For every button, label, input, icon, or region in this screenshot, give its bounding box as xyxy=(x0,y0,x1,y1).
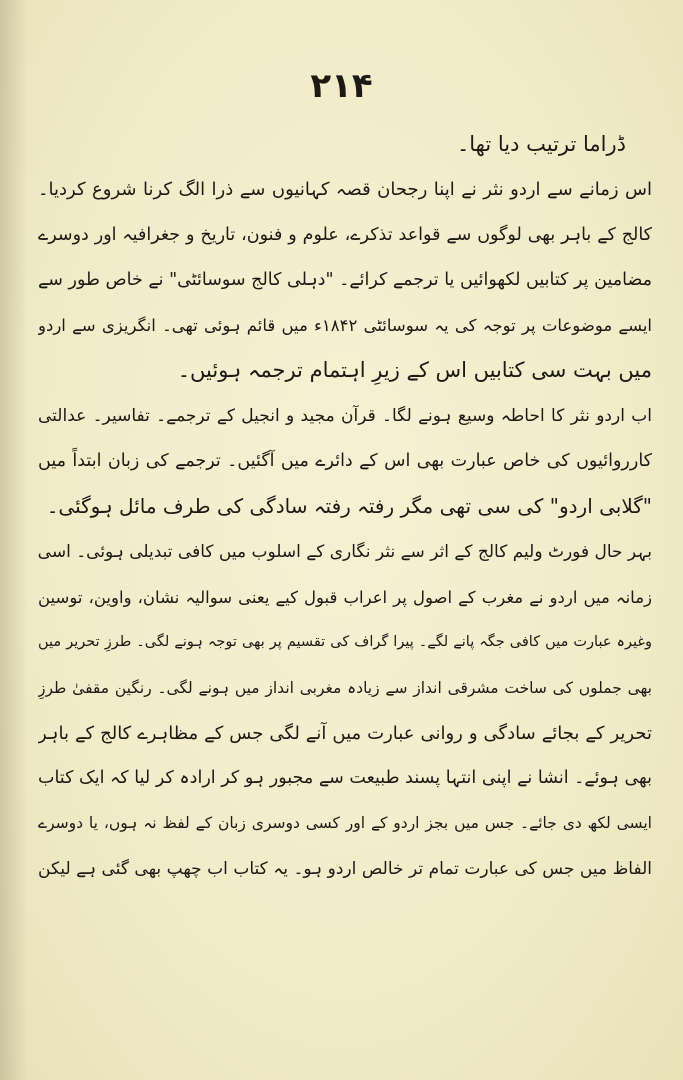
body-text xyxy=(38,122,652,892)
text-line: بہر حال فورٹ ولیم کالج کے اثر سے نثر نگاری کے اسلوب میں کافی تبدیلی ہوئی۔ اسی xyxy=(38,541,652,562)
page-number: ۲۱۴ xyxy=(310,66,373,106)
text-line: وغیرہ عبارت میں کافی جگہ پانے لگے۔ پیرا گراف کی تقسیم پر بھی توجہ ہونے لگی۔ طرزِ تحریر میں xyxy=(38,634,652,651)
text-line: میں بہت سی کتابیں اس کے زیرِ اہتمام ترجمہ ہوئیں۔ xyxy=(177,358,652,383)
text-line: کالج کے باہر بھی لوگوں سے قواعد تذکرے، علوم و فنون، تاریخ و جغرافیہ اور دوسرے xyxy=(38,224,652,245)
text-line: ڈراما ترتیب دیا تھا۔ xyxy=(456,132,626,156)
text-line: کارروائیوں کی خاص عبارت بھی اس کے دائرے میں آگئیں۔ ترجمے کی زبان ابتداً میں xyxy=(38,451,652,472)
text-line: الفاظ میں جس کی عبارت تمام تر خالص اردو ہو۔ یہ کتاب اب چھپ بھی گئی ہے لیکن xyxy=(38,858,652,879)
text-line: ایسی لکھ دی جائے۔ جس میں بجز اردو کے اور کسی دوسری زبان کے لفظ نہ ہوں، یا دوسرے xyxy=(38,814,652,833)
text-line: اس زمانے سے اردو نثر نے اپنا رجحان قصہ کہانیوں سے ذرا الگ کرنا شروع کردیا۔ xyxy=(38,179,652,201)
text-line: تحریر کے بجائے سادگی و روانی عبارت میں آنے لگی جس کے مظاہرے کالج کے باہر xyxy=(38,722,652,744)
text-line: ایسے موضوعات پر توجہ کی یہ سوسائٹی ۱۸۴۲ء میں قائم ہوئی تھی۔ انگریزی سے اردو xyxy=(38,316,652,336)
text-line: مضامین پر کتابیں لکھوائیں یا ترجمے کرائے۔ "دہلی کالج سوسائٹی" نے خاص طور سے xyxy=(38,269,652,290)
text-line: زمانہ میں اردو نے مغرب کے اصول پر اعراب قبول کیے یعنی سوالیہ نشان، واوین، توسین xyxy=(38,587,652,607)
text-line: اب اردو نثر کا احاطہ وسیع ہونے لگا۔ قرآن مجید و انجیل کے ترجمے۔ تفاسیر۔ عدالتی xyxy=(38,405,652,426)
text-line: "گلابی اردو" کی سی تھی مگر رفتہ رفتہ سادگی کی طرف مائل ہوگئی۔ xyxy=(46,494,652,519)
text-line: بھی ہوئے۔ انشا نے اپنی انتہا پسند طبیعت سے مجبور ہو کر ارادہ کر لیا کہ ایک کتاب xyxy=(38,768,652,789)
text-line: بھی جملوں کی ساخت مشرقی انداز سے زیادہ مغربی انداز میں ہونے لگی۔ رنگین مقفیٰ طرزِ xyxy=(38,678,652,697)
